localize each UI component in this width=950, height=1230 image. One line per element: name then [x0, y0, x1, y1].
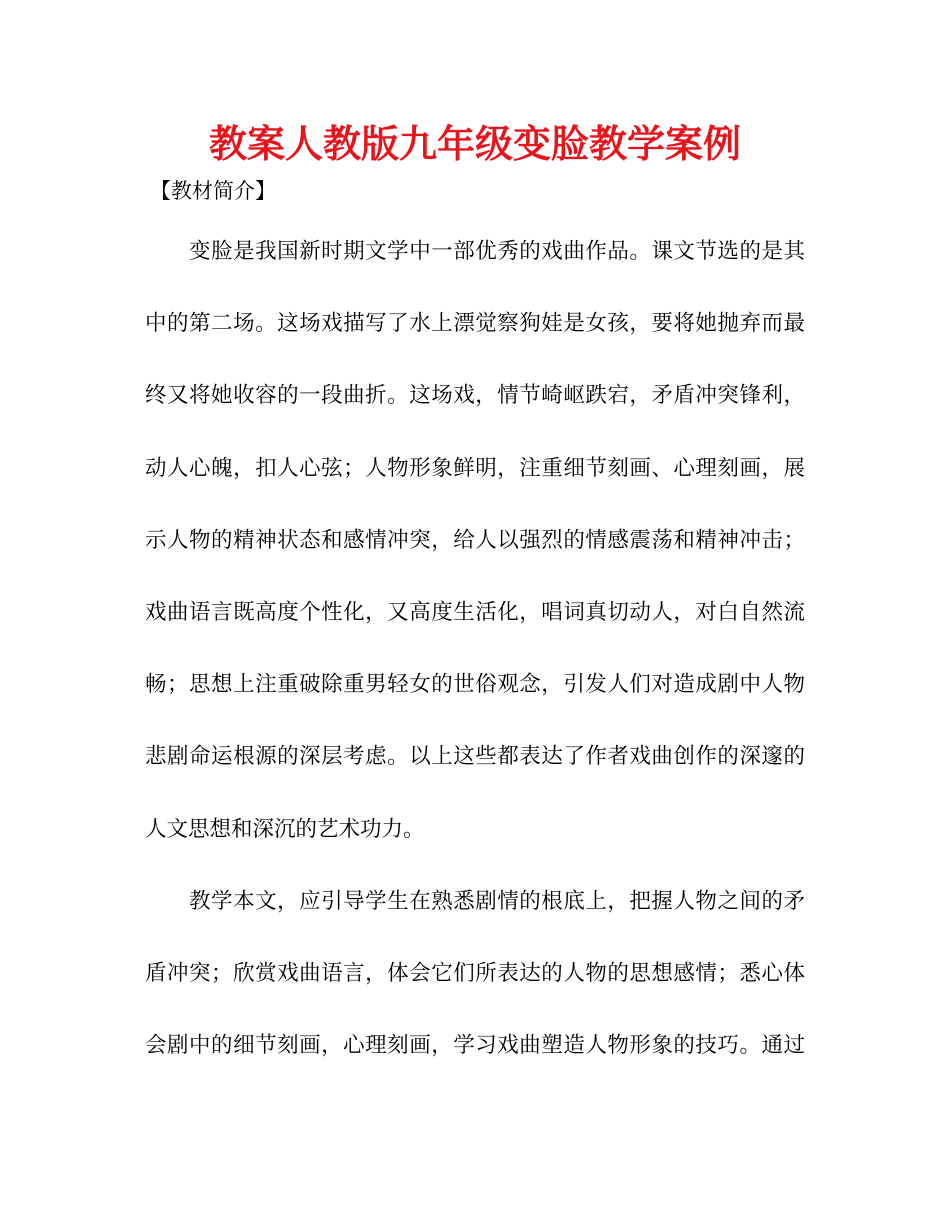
paragraph-line: 会剧中的细节刻画，心理刻画，学习戏曲塑造人物形象的技巧。通过: [145, 1033, 805, 1059]
paragraph-line: 变脸是我国新时期文学中一部优秀的戏曲作品。课文节选的是其: [145, 239, 805, 264]
paragraph-line: 动人心魄，扣人心弦；人物形象鲜明，注重细节刻画、心理刻画，展: [145, 455, 805, 481]
paragraph-teaching: [145, 866, 805, 1083]
paragraph-line: 悲剧命运根源的深层考虑。以上这些都表达了作者戏曲创作的深邃的: [145, 744, 805, 770]
paragraph-line: 示人物的精神状态和感情冲突，给人以强烈的情感震荡和精神冲击；: [145, 527, 805, 553]
paragraph-line: 终又将她收容的一段曲折。这场戏，情节崎岖跌宕，矛盾冲突锋利，: [145, 383, 805, 409]
paragraph-line: 畅；思想上注重破除重男轻女的世俗观念，引发人们对造成剧中人物: [145, 672, 805, 698]
section-heading: 【教材简介】: [150, 179, 276, 203]
document-title: 教案人教版九年级变脸教学案例: [208, 122, 741, 166]
paragraph-line: 戏曲语言既高度个性化，又高度生活化，唱词真切动人，对白自然流: [145, 599, 805, 625]
paragraph-line: 教学本文，应引导学生在熟悉剧情的根底上，把握人物之间的矛: [145, 889, 805, 914]
paragraph-intro: [145, 216, 805, 866]
paragraph-line: 盾冲突；欣赏戏曲语言，体会它们所表达的人物的思想感情；悉心体: [145, 961, 805, 987]
paragraph-line: 人文思想和深沉的艺术功力。: [145, 816, 425, 842]
paragraph-line: 中的第二场。这场戏描写了水上漂觉察狗娃是女孩，要将她抛弃而最: [145, 311, 805, 337]
